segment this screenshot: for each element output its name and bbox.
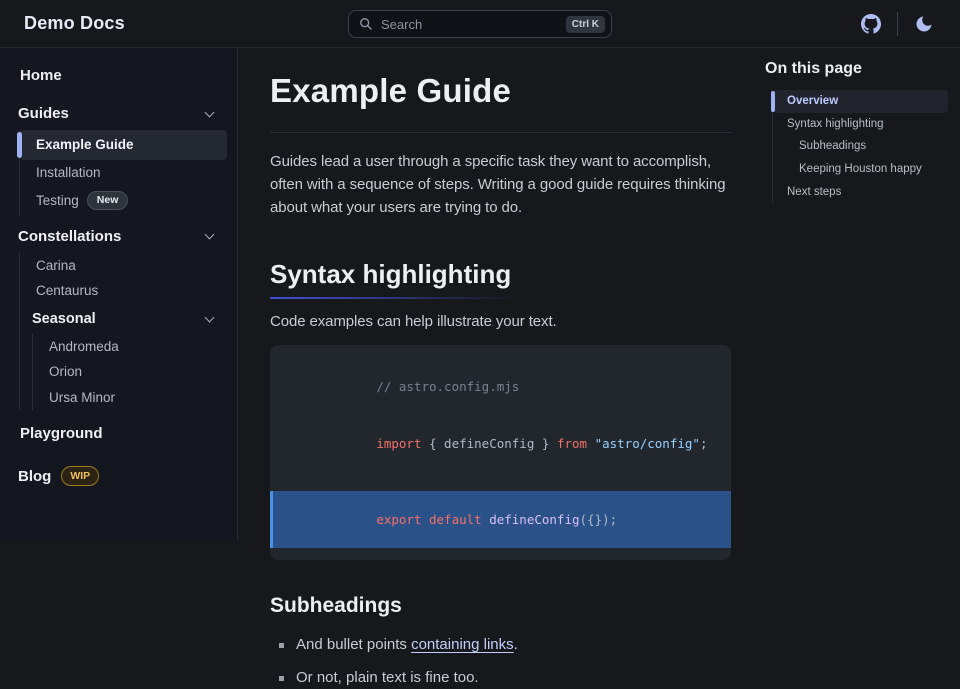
code-plain: { defineConfig }: [429, 436, 557, 451]
bullet-text: Or not, plain text is fine too.: [296, 669, 479, 686]
chevron-down-icon: [205, 230, 215, 240]
sidebar-group-label: Constellations: [18, 227, 122, 245]
bullet-text: And bullet points: [296, 636, 412, 653]
toc-link-label: Syntax highlighting: [787, 117, 884, 130]
code-line-highlighted: [270, 491, 731, 548]
sidebar-item-orion[interactable]: [33, 359, 227, 385]
main-content: [238, 48, 755, 686]
github-icon: [861, 14, 881, 34]
sidebar-group-constellations[interactable]: [12, 220, 227, 253]
sidebar-group-guides[interactable]: [12, 97, 227, 130]
sidebar-item-ursa-minor[interactable]: [33, 385, 227, 411]
code-string: "astro/config": [594, 436, 700, 451]
toc-item-next-steps[interactable]: [773, 181, 948, 204]
toc-item-subheadings[interactable]: [773, 135, 948, 158]
toc-list: [772, 90, 948, 203]
sidebar-item-label: Carina: [36, 257, 76, 273]
header-divider: [897, 12, 898, 36]
new-badge: New: [87, 191, 129, 210]
toc-item-syntax-highlighting[interactable]: [773, 113, 948, 136]
sidebar-item-installation[interactable]: [20, 160, 227, 186]
sidebar-item-label: Ursa Minor: [49, 389, 116, 405]
code-keyword: import: [376, 436, 429, 451]
sidebar-item-andromeda[interactable]: [33, 334, 227, 360]
chevron-down-icon: [205, 312, 215, 322]
sidebar-subgroup-seasonal-toggle[interactable]: [20, 304, 227, 334]
sidebar-item-label: Andromeda: [49, 338, 119, 354]
sidebar-item-blog[interactable]: [12, 457, 227, 495]
sidebar-item-example-guide[interactable]: [20, 130, 227, 160]
sidebar-item-label: Example Guide: [20, 130, 227, 160]
sidebar-item-centaurus[interactable]: [20, 278, 227, 304]
containing-links-link[interactable]: containing links: [411, 636, 514, 653]
code-function: defineConfig: [489, 512, 580, 527]
toc-link-label: Keeping Houston happy: [799, 162, 922, 175]
list-item: [270, 667, 731, 689]
code-line-import: [270, 415, 731, 472]
site-title-link[interactable]: Demo Docs: [24, 13, 125, 33]
code-keyword: export default: [376, 512, 490, 527]
bullet-text: .: [513, 636, 518, 653]
search-icon: [359, 17, 373, 31]
list-item: [270, 634, 731, 656]
title-divider: [270, 132, 731, 133]
sidebar-item-label: Testing: [36, 192, 79, 208]
sidebar-group-guides-list: [19, 130, 227, 216]
bullet-list: [270, 634, 731, 689]
toc-item-keeping-houston-happy[interactable]: [773, 158, 948, 181]
code-plain: ;: [699, 436, 708, 451]
wip-badge: WIP: [61, 466, 99, 486]
syntax-highlighting-heading: Syntax highlighting: [270, 259, 731, 299]
code-plain: ({});: [579, 512, 618, 527]
code-keyword: from: [556, 436, 595, 451]
sidebar-item-playground[interactable]: Playground: [20, 425, 103, 442]
sidebar-item-label: Blog: [18, 467, 52, 485]
sidebar-group-label: Seasonal: [32, 310, 96, 327]
theme-toggle-button[interactable]: [912, 12, 936, 36]
sidebar-subgroup-seasonal-list: [32, 334, 227, 411]
sidebar-item-label: Orion: [49, 364, 83, 379]
chevron-down-icon: [205, 107, 215, 117]
syntax-lead-paragraph: Code examples can help illustrate your text.: [270, 313, 557, 330]
header-actions: [859, 12, 936, 36]
toc-link-label: Subheadings: [799, 140, 867, 153]
toc-link-label: Overview: [773, 90, 948, 113]
search-placeholder: Search: [381, 16, 423, 32]
sidebar-item-label: Installation: [36, 164, 101, 180]
sidebar-item-label: Centaurus: [36, 283, 99, 298]
code-block[interactable]: [270, 345, 731, 560]
github-link[interactable]: [859, 12, 883, 36]
sidebar-group-label: Guides: [18, 105, 69, 122]
sidebar-group-constellations-list: [19, 253, 227, 411]
search-input[interactable]: [348, 10, 612, 38]
moon-icon: [914, 14, 934, 34]
sidebar-subgroup-seasonal: [20, 304, 227, 411]
search-shortcut-badge: Ctrl K: [566, 16, 605, 33]
left-sidebar: [0, 48, 238, 540]
sidebar-item-home[interactable]: Home: [20, 67, 62, 84]
page-title: Example Guide: [270, 72, 512, 109]
toc-link-label: Next steps: [787, 185, 842, 198]
toc-item-overview[interactable]: [773, 90, 948, 113]
on-this-page-sidebar: [755, 48, 960, 540]
code-comment: // astro.config.mjs: [376, 379, 520, 394]
sidebar-item-carina[interactable]: [20, 253, 227, 279]
code-line-comment: [270, 358, 731, 415]
code-line-blank: [270, 472, 731, 491]
subheadings-heading: Subheadings: [270, 594, 402, 617]
top-nav-bar: [0, 0, 960, 48]
toc-title: On this page: [765, 60, 862, 77]
intro-paragraph: Guides lead a user through a specific task they want to accomplish, often with a sequence of steps. Writing a good guide requires thinking about what your users are trying to do.: [270, 153, 726, 216]
sidebar-item-testing[interactable]: [20, 185, 227, 216]
